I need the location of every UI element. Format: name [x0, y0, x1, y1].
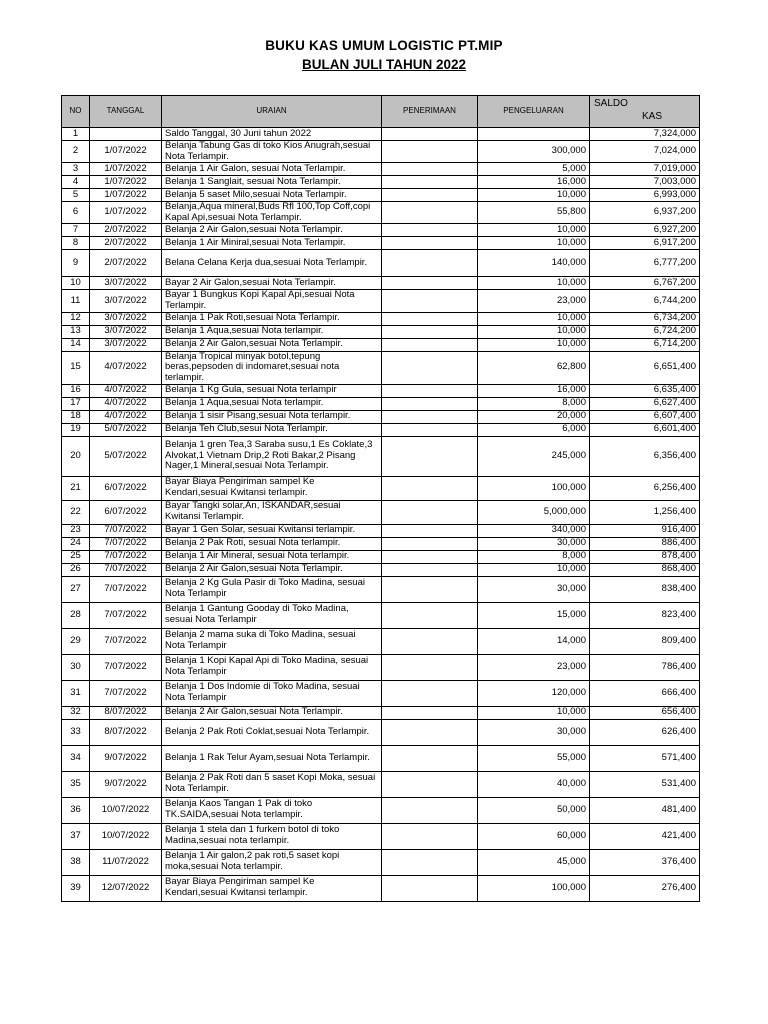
cell-pengeluaran: 140,000 — [478, 250, 590, 277]
cell-tanggal: 1/07/2022 — [90, 189, 162, 202]
cell-pengeluaran: 10,000 — [478, 706, 590, 719]
cell-saldo: 666,400 — [590, 680, 700, 706]
cell-pengeluaran: 10,000 — [478, 325, 590, 338]
cell-tanggal: 2/07/2022 — [90, 224, 162, 237]
cell-uraian: Belanja 1 Air Miniral,sesuai Nota Terlampir. — [162, 237, 382, 250]
cell-tanggal: 12/07/2022 — [90, 875, 162, 901]
cell-penerimaan — [382, 141, 478, 163]
document-header — [0, 38, 768, 72]
header-tanggal: TANGGAL — [90, 96, 162, 128]
document-subtitle: BULAN JULI TAHUN 2022 — [301, 57, 467, 72]
cell-no: 20 — [62, 436, 90, 476]
cell-no: 18 — [62, 410, 90, 423]
table-row — [62, 189, 700, 202]
cell-uraian: Bayar 1 Bungkus Kopi Kapal Api,sesuai Nota Terlampir. — [162, 290, 382, 312]
cell-penerimaan — [382, 823, 478, 849]
cell-penerimaan — [382, 410, 478, 423]
cell-uraian: Belana Celana Kerja dua,sesuai Nota Terlampir. — [162, 250, 382, 277]
cell-tanggal — [90, 128, 162, 141]
table-row — [62, 410, 700, 423]
cell-saldo: 7,019,000 — [590, 163, 700, 176]
cell-pengeluaran: 50,000 — [478, 797, 590, 823]
cell-tanggal: 10/07/2022 — [90, 823, 162, 849]
cell-saldo: 626,400 — [590, 719, 700, 745]
cell-tanggal: 8/07/2022 — [90, 706, 162, 719]
cell-saldo: 6,635,400 — [590, 384, 700, 397]
cell-tanggal: 6/07/2022 — [90, 500, 162, 524]
cell-pengeluaran: 16,000 — [478, 176, 590, 189]
cell-saldo: 481,400 — [590, 797, 700, 823]
cell-penerimaan — [382, 237, 478, 250]
cell-saldo: 6,256,400 — [590, 476, 700, 500]
cell-tanggal: 3/07/2022 — [90, 277, 162, 290]
table-row — [62, 719, 700, 745]
table-row — [62, 277, 700, 290]
table-row — [62, 128, 700, 141]
cell-saldo: 6,601,400 — [590, 423, 700, 436]
cell-pengeluaran: 300,000 — [478, 141, 590, 163]
cell-tanggal: 9/07/2022 — [90, 745, 162, 771]
table-row — [62, 250, 700, 277]
cell-saldo: 6,627,400 — [590, 397, 700, 410]
cell-tanggal: 8/07/2022 — [90, 719, 162, 745]
cell-pengeluaran: 10,000 — [478, 224, 590, 237]
cell-no: 22 — [62, 500, 90, 524]
cell-no: 21 — [62, 476, 90, 500]
cell-penerimaan — [382, 745, 478, 771]
cell-uraian: Belanja 2 Air Galon,sesuai Nota Terlampir. — [162, 224, 382, 237]
header-pengeluaran: PENGELUARAN — [478, 96, 590, 128]
cell-tanggal: 3/07/2022 — [90, 338, 162, 351]
cell-saldo: 6,937,200 — [590, 202, 700, 224]
cell-pengeluaran: 30,000 — [478, 576, 590, 602]
cell-no: 8 — [62, 237, 90, 250]
table-row — [62, 163, 700, 176]
cell-saldo: 823,400 — [590, 602, 700, 628]
cell-saldo: 6,734,200 — [590, 312, 700, 325]
cell-saldo: 7,003,000 — [590, 176, 700, 189]
cell-no: 14 — [62, 338, 90, 351]
cell-no: 6 — [62, 202, 90, 224]
cell-no: 36 — [62, 797, 90, 823]
cell-no: 17 — [62, 397, 90, 410]
cell-saldo: 6,651,400 — [590, 351, 700, 384]
cell-saldo: 6,777,200 — [590, 250, 700, 277]
table-row — [62, 224, 700, 237]
cell-uraian: Belanja Kaos Tangan 1 Pak di toko TK.SAIDA,sesuai Nota terlampir. — [162, 797, 382, 823]
cell-no: 2 — [62, 141, 90, 163]
cell-no: 33 — [62, 719, 90, 745]
cell-saldo: 656,400 — [590, 706, 700, 719]
cell-pengeluaran: 30,000 — [478, 537, 590, 550]
cell-no: 5 — [62, 189, 90, 202]
cell-pengeluaran: 30,000 — [478, 719, 590, 745]
cell-tanggal: 7/07/2022 — [90, 628, 162, 654]
cell-pengeluaran: 10,000 — [478, 237, 590, 250]
cell-pengeluaran — [478, 128, 590, 141]
cell-saldo: 809,400 — [590, 628, 700, 654]
cell-uraian: Belanja 1 Pak Roti,sesuai Nota Terlampir. — [162, 312, 382, 325]
cell-no: 35 — [62, 771, 90, 797]
table-row — [62, 524, 700, 537]
cell-uraian: Belanja 1 Gantung Gooday di Toko Madina, sesuai Nota Terlampir — [162, 602, 382, 628]
table-row — [62, 875, 700, 901]
cell-pengeluaran: 23,000 — [478, 654, 590, 680]
cell-penerimaan — [382, 312, 478, 325]
cell-uraian: Bayar 1 Gen Solar, sesuai Kwitansi terlampir. — [162, 524, 382, 537]
cell-tanggal: 10/07/2022 — [90, 797, 162, 823]
cell-no: 25 — [62, 550, 90, 563]
cell-no: 7 — [62, 224, 90, 237]
cell-saldo: 916,400 — [590, 524, 700, 537]
cell-no: 39 — [62, 875, 90, 901]
cell-uraian: Belanja 2 Pak Roti, sesuai Nota terlampir. — [162, 537, 382, 550]
cell-penerimaan — [382, 163, 478, 176]
cell-saldo: 421,400 — [590, 823, 700, 849]
cell-uraian: Belanja 1 Air Galon, sesuai Nota Terlampir. — [162, 163, 382, 176]
cell-pengeluaran: 45,000 — [478, 849, 590, 875]
cell-tanggal: 1/07/2022 — [90, 141, 162, 163]
cell-no: 9 — [62, 250, 90, 277]
table-row — [62, 500, 700, 524]
cell-saldo: 571,400 — [590, 745, 700, 771]
cell-penerimaan — [382, 436, 478, 476]
table-row — [62, 351, 700, 384]
cell-no: 29 — [62, 628, 90, 654]
cell-uraian: Belanja 2 Air Galon,sesuai Nota Terlampir. — [162, 706, 382, 719]
cell-penerimaan — [382, 797, 478, 823]
cell-pengeluaran: 23,000 — [478, 290, 590, 312]
cell-saldo: 6,927,200 — [590, 224, 700, 237]
table-row — [62, 550, 700, 563]
cell-saldo: 786,400 — [590, 654, 700, 680]
cell-no: 37 — [62, 823, 90, 849]
cell-tanggal: 3/07/2022 — [90, 290, 162, 312]
cell-penerimaan — [382, 189, 478, 202]
cell-uraian: Belanja 1 Rak Telur Ayam,sesuai Nota Terlampir. — [162, 745, 382, 771]
cell-saldo: 376,400 — [590, 849, 700, 875]
cell-saldo: 1,256,400 — [590, 500, 700, 524]
cell-tanggal: 5/07/2022 — [90, 423, 162, 436]
cell-pengeluaran: 10,000 — [478, 277, 590, 290]
cell-uraian: Belanja 5 saset Milo,sesuai Nota Terlampir. — [162, 189, 382, 202]
cell-penerimaan — [382, 476, 478, 500]
cell-penerimaan — [382, 202, 478, 224]
cell-pengeluaran: 15,000 — [478, 602, 590, 628]
cell-no: 1 — [62, 128, 90, 141]
cell-penerimaan — [382, 325, 478, 338]
table-row — [62, 176, 700, 189]
table-row — [62, 384, 700, 397]
cell-pengeluaran: 55,000 — [478, 745, 590, 771]
cell-tanggal: 7/07/2022 — [90, 550, 162, 563]
cell-uraian: Bayar 2 Air Galon,sesuai Nota Terlampir. — [162, 277, 382, 290]
cell-no: 32 — [62, 706, 90, 719]
cell-no: 23 — [62, 524, 90, 537]
cell-tanggal: 4/07/2022 — [90, 384, 162, 397]
cell-tanggal: 7/07/2022 — [90, 537, 162, 550]
table-row — [62, 602, 700, 628]
cell-uraian: Saldo Tanggal, 30 Juni tahun 2022 — [162, 128, 382, 141]
cell-uraian: Bayar Biaya Pengiriman sampel Ke Kendari,sesuai Kwitansi terlampir. — [162, 476, 382, 500]
cell-penerimaan — [382, 176, 478, 189]
cell-saldo: 276,400 — [590, 875, 700, 901]
cell-penerimaan — [382, 654, 478, 680]
cell-uraian: Belanja 1 Sanglait, sesuai Nota Terlampir. — [162, 176, 382, 189]
table-row — [62, 141, 700, 163]
cell-no: 12 — [62, 312, 90, 325]
ledger-body — [62, 128, 700, 902]
cell-saldo: 7,324,000 — [590, 128, 700, 141]
cell-pengeluaran: 8,000 — [478, 550, 590, 563]
cell-tanggal: 7/07/2022 — [90, 654, 162, 680]
table-header-row — [62, 96, 700, 128]
cell-saldo: 6,714,200 — [590, 338, 700, 351]
cell-tanggal: 7/07/2022 — [90, 602, 162, 628]
cell-uraian: Belanja 2 Pak Roti dan 5 saset Kopi Moka, sesuai Nota Terlampir. — [162, 771, 382, 797]
cell-uraian: Bayar Tangki solar,An, ISKANDAR,sesuai Kwitansi Terlampir. — [162, 500, 382, 524]
table-row — [62, 745, 700, 771]
cell-no: 3 — [62, 163, 90, 176]
cell-uraian: Belanja 1 stela dan 1 furkem botol di toko Madina,sesuai nota terlampir. — [162, 823, 382, 849]
cell-saldo: 531,400 — [590, 771, 700, 797]
cell-pengeluaran: 20,000 — [478, 410, 590, 423]
cell-uraian: Belanja 1 Air Mineral, sesuai Nota terlampir. — [162, 550, 382, 563]
cell-no: 13 — [62, 325, 90, 338]
cell-pengeluaran: 10,000 — [478, 563, 590, 576]
cell-uraian: Bayar Biaya Pengiriman sampel Ke Kendari,sesuai Kwitansi terlampir. — [162, 875, 382, 901]
cell-penerimaan — [382, 576, 478, 602]
cell-tanggal: 7/07/2022 — [90, 524, 162, 537]
cell-penerimaan — [382, 550, 478, 563]
header-saldo-kas — [590, 96, 700, 128]
header-uraian: URAIAN — [162, 96, 382, 128]
table-row — [62, 576, 700, 602]
cell-pengeluaran: 120,000 — [478, 680, 590, 706]
cell-no: 26 — [62, 563, 90, 576]
cell-pengeluaran: 14,000 — [478, 628, 590, 654]
table-row — [62, 338, 700, 351]
cell-saldo: 6,744,200 — [590, 290, 700, 312]
table-row — [62, 237, 700, 250]
header-saldo-label: SALDO — [594, 98, 628, 109]
document-title: BUKU KAS UMUM LOGISTIC PT.MIP — [265, 38, 503, 53]
cell-uraian: Belanja 1 Aqua,sesuai Nota terlampir. — [162, 397, 382, 410]
cell-saldo: 6,767,200 — [590, 277, 700, 290]
cell-pengeluaran: 6,000 — [478, 423, 590, 436]
cell-no: 16 — [62, 384, 90, 397]
cell-tanggal: 9/07/2022 — [90, 771, 162, 797]
cell-uraian: Belanja 1 Kopi Kapal Api di Toko Madina, sesuai Nota Terlampir — [162, 654, 382, 680]
table-row — [62, 849, 700, 875]
table-row — [62, 312, 700, 325]
table-row — [62, 628, 700, 654]
cell-tanggal: 3/07/2022 — [90, 325, 162, 338]
cell-saldo: 6,356,400 — [590, 436, 700, 476]
cell-pengeluaran: 5,000,000 — [478, 500, 590, 524]
cell-no: 19 — [62, 423, 90, 436]
cell-no: 11 — [62, 290, 90, 312]
cell-uraian: Belanja 2 mama suka di Toko Madina, sesuai Nota Terlampir — [162, 628, 382, 654]
cell-uraian: Belanja 1 Air galon,2 pak roti,5 saset kopi moka,sesuai Nota terlampir. — [162, 849, 382, 875]
cell-tanggal: 6/07/2022 — [90, 476, 162, 500]
header-penerimaan: PENERIMAAN — [382, 96, 478, 128]
table-row — [62, 563, 700, 576]
cell-uraian: Belanja 2 Air Galon,sesuai Nota Terlampir. — [162, 338, 382, 351]
cell-penerimaan — [382, 537, 478, 550]
cell-saldo: 868,400 — [590, 563, 700, 576]
cell-pengeluaran: 16,000 — [478, 384, 590, 397]
cell-no: 28 — [62, 602, 90, 628]
cell-saldo: 6,724,200 — [590, 325, 700, 338]
header-kas-label: KAS — [642, 111, 663, 122]
table-row — [62, 423, 700, 436]
table-row — [62, 476, 700, 500]
cell-pengeluaran: 8,000 — [478, 397, 590, 410]
cell-saldo: 7,024,000 — [590, 141, 700, 163]
cell-penerimaan — [382, 719, 478, 745]
cell-uraian: Belanja 2 Pak Roti Coklat,sesuai Nota Terlampir. — [162, 719, 382, 745]
cell-no: 10 — [62, 277, 90, 290]
cell-pengeluaran: 10,000 — [478, 338, 590, 351]
cell-tanggal: 1/07/2022 — [90, 163, 162, 176]
cell-pengeluaran: 100,000 — [478, 875, 590, 901]
cell-no: 34 — [62, 745, 90, 771]
cell-uraian: Belanja 1 sisir Pisang,sesuai Nota terlampir. — [162, 410, 382, 423]
cell-pengeluaran: 55,800 — [478, 202, 590, 224]
cell-saldo: 6,607,400 — [590, 410, 700, 423]
cell-penerimaan — [382, 351, 478, 384]
cell-pengeluaran: 60,000 — [478, 823, 590, 849]
cell-pengeluaran: 40,000 — [478, 771, 590, 797]
cell-tanggal: 5/07/2022 — [90, 436, 162, 476]
cell-pengeluaran: 245,000 — [478, 436, 590, 476]
cell-uraian: Belanja 1 Aqua,sesuai Nota terlampir. — [162, 325, 382, 338]
table-row — [62, 771, 700, 797]
table-row — [62, 290, 700, 312]
cell-saldo: 886,400 — [590, 537, 700, 550]
cell-tanggal: 7/07/2022 — [90, 680, 162, 706]
cell-no: 24 — [62, 537, 90, 550]
cell-uraian: Belanja Teh Club,sesui Nota Terlampir. — [162, 423, 382, 436]
table-row — [62, 654, 700, 680]
cell-saldo: 878,400 — [590, 550, 700, 563]
cell-saldo: 838,400 — [590, 576, 700, 602]
cell-tanggal: 2/07/2022 — [90, 250, 162, 277]
table-row — [62, 706, 700, 719]
cell-no: 30 — [62, 654, 90, 680]
cell-saldo: 6,917,200 — [590, 237, 700, 250]
cell-uraian: Belanja 1 Kg Gula, sesuai Nota terlampir — [162, 384, 382, 397]
cell-tanggal: 2/07/2022 — [90, 237, 162, 250]
table-row — [62, 797, 700, 823]
cell-pengeluaran: 10,000 — [478, 312, 590, 325]
table-row — [62, 436, 700, 476]
cell-uraian: Belanja Tabung Gas di toko Kios Anugrah,sesuai Nota Terlampir. — [162, 141, 382, 163]
table-row — [62, 537, 700, 550]
table-row — [62, 680, 700, 706]
cell-tanggal: 3/07/2022 — [90, 312, 162, 325]
cell-penerimaan — [382, 875, 478, 901]
cell-penerimaan — [382, 849, 478, 875]
cell-pengeluaran: 100,000 — [478, 476, 590, 500]
cell-pengeluaran: 62,800 — [478, 351, 590, 384]
cell-penerimaan — [382, 250, 478, 277]
cell-uraian: Belanja 1 Dos Indomie di Toko Madina, sesuai Nota Terlampir — [162, 680, 382, 706]
cell-no: 38 — [62, 849, 90, 875]
cell-penerimaan — [382, 290, 478, 312]
cell-uraian: Belanja 2 Kg Gula Pasir di Toko Madina, sesuai Nota Terlampir — [162, 576, 382, 602]
cell-penerimaan — [382, 384, 478, 397]
table-row — [62, 325, 700, 338]
cell-tanggal: 4/07/2022 — [90, 410, 162, 423]
cell-tanggal: 11/07/2022 — [90, 849, 162, 875]
cell-no: 31 — [62, 680, 90, 706]
cell-tanggal: 7/07/2022 — [90, 563, 162, 576]
cell-penerimaan — [382, 524, 478, 537]
cell-uraian: Belanja 1 gren Tea,3 Saraba susu,1 Es Coklate,3 Alvokat,1 Vietnam Drip,2 Roti Bakar,2 Pisang Nager,1 Mineral,sesuai Nota Terlampir. — [162, 436, 382, 476]
cell-penerimaan — [382, 224, 478, 237]
cash-ledger-table — [61, 95, 700, 902]
cell-penerimaan — [382, 423, 478, 436]
cell-penerimaan — [382, 771, 478, 797]
cell-uraian: Belanja 2 Air Galon,sesuai Nota Terlampir. — [162, 563, 382, 576]
cell-tanggal: 1/07/2022 — [90, 202, 162, 224]
header-no: NO — [62, 96, 90, 128]
cell-no: 15 — [62, 351, 90, 384]
cell-pengeluaran: 10,000 — [478, 189, 590, 202]
table-row — [62, 397, 700, 410]
cell-penerimaan — [382, 680, 478, 706]
cell-penerimaan — [382, 563, 478, 576]
cell-uraian: Belanja,Aqua mineral,Buds Rfl 100,Top Coff,copi Kapal Api,sesuai Nota Terlampir. — [162, 202, 382, 224]
cell-tanggal: 4/07/2022 — [90, 397, 162, 410]
cell-penerimaan — [382, 500, 478, 524]
table-row — [62, 823, 700, 849]
cell-tanggal: 7/07/2022 — [90, 576, 162, 602]
cell-no: 4 — [62, 176, 90, 189]
cell-penerimaan — [382, 628, 478, 654]
cell-penerimaan — [382, 338, 478, 351]
cell-tanggal: 1/07/2022 — [90, 176, 162, 189]
cell-uraian: Belanja Tropical minyak botol,tepung beras,pepsoden di indomaret,sesuai nota terlampir. — [162, 351, 382, 384]
cell-pengeluaran: 340,000 — [478, 524, 590, 537]
cell-penerimaan — [382, 128, 478, 141]
cell-no: 27 — [62, 576, 90, 602]
cell-saldo: 6,993,000 — [590, 189, 700, 202]
cell-penerimaan — [382, 706, 478, 719]
cell-penerimaan — [382, 277, 478, 290]
cell-penerimaan — [382, 397, 478, 410]
cell-penerimaan — [382, 602, 478, 628]
table-row — [62, 202, 700, 224]
cell-tanggal: 4/07/2022 — [90, 351, 162, 384]
cell-pengeluaran: 5,000 — [478, 163, 590, 176]
